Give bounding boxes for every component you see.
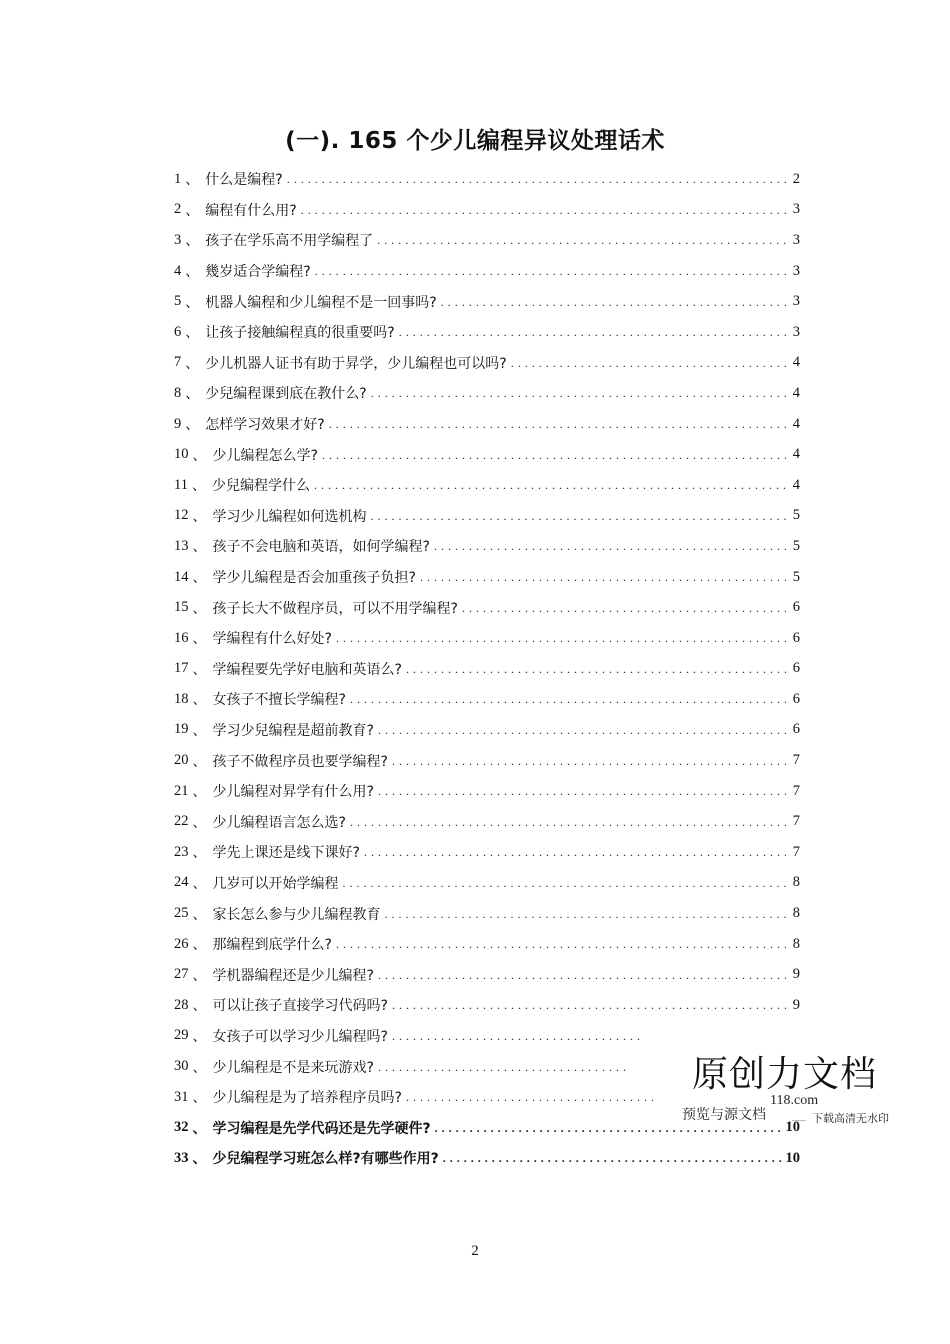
toc-entry[interactable] bbox=[174, 837, 800, 868]
toc-entry-page: 3 bbox=[792, 293, 800, 310]
toc-entry-separator: 、 bbox=[192, 906, 207, 923]
toc-entry[interactable] bbox=[174, 990, 800, 1021]
toc-entry-title: 少兒编程学习班怎么样?有哪些作用? bbox=[212, 1151, 439, 1168]
toc-entry-separator: 、 bbox=[192, 661, 207, 678]
toc-entry-separator: 、 bbox=[191, 478, 206, 495]
toc-entry-separator: 、 bbox=[192, 875, 207, 892]
toc-entry-title: 可以让孩子直接学习代码吗? bbox=[212, 998, 388, 1015]
toc-entry-number: 31 bbox=[174, 1088, 189, 1105]
toc-dot-leader bbox=[377, 234, 786, 246]
toc-entry-title: 学习少兒编程是超前教育? bbox=[212, 722, 374, 739]
toc-entry-separator: 、 bbox=[185, 202, 200, 219]
toc-entry-number: 29 bbox=[174, 1027, 189, 1044]
table-of-contents bbox=[174, 164, 800, 1174]
toc-dot-leader bbox=[315, 265, 786, 277]
toc-entry-page: 4 bbox=[792, 415, 800, 432]
toc-entry-page: 7 bbox=[792, 782, 800, 799]
toc-dot-leader bbox=[287, 173, 786, 185]
toc-entry[interactable] bbox=[174, 164, 800, 195]
toc-entry-number: 14 bbox=[174, 568, 189, 585]
toc-entry-page: 5 bbox=[792, 507, 800, 524]
toc-entry-number: 27 bbox=[174, 966, 189, 983]
toc-entry[interactable] bbox=[174, 898, 800, 929]
toc-entry[interactable] bbox=[174, 470, 800, 501]
toc-entry-page: 3 bbox=[792, 201, 800, 218]
toc-entry-page: 8 bbox=[792, 874, 800, 891]
watermark-arrow-icon bbox=[792, 1114, 806, 1121]
toc-dot-leader bbox=[392, 1030, 642, 1042]
toc-entry-number: 8 bbox=[174, 384, 182, 401]
toc-entry-separator: 、 bbox=[192, 753, 207, 770]
toc-dot-leader bbox=[378, 785, 786, 797]
toc-entry-page: 7 bbox=[792, 843, 800, 860]
toc-dot-leader bbox=[392, 999, 786, 1011]
toc-entry-separator: 、 bbox=[192, 1151, 207, 1168]
toc-entry[interactable] bbox=[174, 654, 800, 685]
toc-entry-title: 学编程要先学好电脑和英语么? bbox=[212, 661, 402, 678]
toc-entry-title: 女孩子不擅长学编程? bbox=[212, 692, 346, 709]
toc-entry-number: 28 bbox=[174, 996, 189, 1013]
toc-entry-page: 4 bbox=[792, 354, 800, 371]
toc-entry-title: 学先上课还是线下课好? bbox=[212, 845, 360, 862]
toc-entry-page: 9 bbox=[792, 996, 800, 1013]
toc-dot-leader bbox=[314, 479, 786, 491]
toc-entry-page: 5 bbox=[792, 568, 800, 585]
toc-entry-page: 5 bbox=[792, 537, 800, 554]
toc-entry-page: 8 bbox=[792, 935, 800, 952]
toc-entry-number: 24 bbox=[174, 874, 189, 891]
toc-entry[interactable] bbox=[174, 286, 800, 317]
toc-entry-separator: 、 bbox=[192, 1059, 207, 1076]
toc-entry[interactable] bbox=[174, 378, 800, 409]
toc-entry[interactable] bbox=[174, 776, 800, 807]
toc-entry-separator: 、 bbox=[192, 1028, 207, 1045]
toc-entry-page: 3 bbox=[792, 262, 800, 279]
toc-dot-leader bbox=[385, 908, 787, 920]
toc-dot-leader bbox=[443, 1152, 782, 1164]
toc-entry-separator: 、 bbox=[192, 722, 207, 739]
toc-entry-number: 7 bbox=[174, 354, 182, 371]
watermark-site: 118.com bbox=[770, 1093, 819, 1108]
toc-entry-page: 10 bbox=[785, 1149, 800, 1166]
toc-entry[interactable] bbox=[174, 1021, 694, 1052]
toc-dot-leader bbox=[336, 938, 786, 950]
toc-entry-number: 30 bbox=[174, 1058, 189, 1075]
toc-entry-separator: 、 bbox=[192, 631, 207, 648]
toc-entry-title: 学习少儿编程如何选机构 bbox=[212, 508, 367, 525]
toc-entry-separator: 、 bbox=[192, 998, 207, 1015]
toc-entry[interactable] bbox=[174, 409, 800, 440]
toc-dot-leader bbox=[350, 693, 786, 705]
toc-entry[interactable] bbox=[174, 868, 800, 899]
toc-dot-leader bbox=[378, 969, 786, 981]
toc-entry[interactable] bbox=[174, 1082, 694, 1113]
toc-dot-leader bbox=[434, 540, 786, 552]
toc-entry-separator: 、 bbox=[192, 967, 207, 984]
toc-entry[interactable] bbox=[174, 715, 800, 746]
toc-entry-separator: 、 bbox=[185, 417, 200, 434]
toc-entry-title: 少兒编程课到底在教什么? bbox=[205, 386, 367, 403]
toc-entry-number: 11 bbox=[174, 476, 188, 493]
toc-entry-number: 5 bbox=[174, 293, 182, 310]
toc-entry-number: 17 bbox=[174, 660, 189, 677]
toc-dot-leader bbox=[336, 632, 786, 644]
toc-entry-number: 23 bbox=[174, 843, 189, 860]
toc-entry[interactable] bbox=[174, 623, 800, 654]
toc-entry-page: 3 bbox=[792, 323, 800, 340]
toc-entry-title: 女孩子可以学习少儿编程吗? bbox=[212, 1028, 388, 1045]
toc-entry-separator: 、 bbox=[192, 1120, 207, 1137]
toc-dot-leader bbox=[343, 877, 787, 889]
toc-entry[interactable] bbox=[174, 1143, 800, 1174]
toc-entry-page: 6 bbox=[792, 660, 800, 677]
toc-entry-separator: 、 bbox=[185, 355, 200, 372]
toc-entry-separator: 、 bbox=[192, 447, 207, 464]
toc-entry-page: 9 bbox=[792, 966, 800, 983]
toc-entry-page: 4 bbox=[792, 476, 800, 493]
toc-entry-page: 3 bbox=[792, 231, 800, 248]
toc-dot-leader bbox=[406, 663, 786, 675]
toc-dot-leader bbox=[350, 816, 786, 828]
toc-entry-title: 孩子长大不做程序员，可以不用学编程? bbox=[212, 600, 458, 617]
toc-entry-separator: 、 bbox=[192, 570, 207, 587]
toc-entry-number: 33 bbox=[174, 1149, 189, 1166]
toc-entry-title: 少儿编程是不是来玩游戏? bbox=[212, 1059, 374, 1076]
toc-entry[interactable] bbox=[174, 592, 800, 623]
toc-entry-title: 机器人编程和少儿编程不是一回事吗? bbox=[205, 294, 437, 311]
toc-dot-leader bbox=[406, 1091, 656, 1103]
toc-entry-number: 32 bbox=[174, 1119, 189, 1136]
toc-dot-leader bbox=[301, 204, 786, 216]
toc-entry-number: 9 bbox=[174, 415, 182, 432]
toc-entry-number: 13 bbox=[174, 537, 189, 554]
toc-entry-page: 7 bbox=[792, 813, 800, 830]
toc-entry[interactable] bbox=[174, 348, 800, 379]
toc-entry-separator: 、 bbox=[185, 325, 200, 342]
toc-entry-number: 15 bbox=[174, 599, 189, 616]
toc-entry-title: 少儿编程对昇学有什么用? bbox=[212, 784, 374, 801]
toc-entry-title: 学机器编程还是少儿编程? bbox=[212, 967, 374, 984]
toc-entry-title: 几岁可以开始学编程 bbox=[212, 875, 339, 892]
toc-entry[interactable] bbox=[174, 1051, 694, 1082]
toc-entry-separator: 、 bbox=[185, 172, 200, 189]
toc-entry-title: 编程有什么用? bbox=[205, 202, 297, 219]
toc-entry[interactable] bbox=[174, 959, 800, 990]
watermark-download-text: 下载高清无水印 bbox=[812, 1112, 889, 1125]
toc-dot-leader bbox=[399, 326, 786, 338]
toc-entry[interactable] bbox=[174, 256, 800, 287]
toc-entry-page: 8 bbox=[792, 905, 800, 922]
toc-dot-leader bbox=[511, 357, 786, 369]
toc-entry-number: 1 bbox=[174, 170, 182, 187]
toc-entry[interactable] bbox=[174, 684, 800, 715]
page-number: 2 bbox=[471, 1243, 479, 1259]
toc-entry-title: 学编程有什么好处? bbox=[212, 631, 332, 648]
toc-dot-leader bbox=[329, 418, 786, 430]
toc-entry-page: 6 bbox=[792, 599, 800, 616]
toc-entry-title: 少儿机器人证书有助于昇学，少儿编程也可以吗? bbox=[205, 355, 507, 372]
toc-entry-separator: 、 bbox=[192, 814, 207, 831]
toc-entry-page: 4 bbox=[792, 384, 800, 401]
toc-dot-leader bbox=[378, 724, 786, 736]
toc-entry-title: 学习编程是先学代码还是先学硬件? bbox=[212, 1120, 431, 1137]
toc-entry-separator: 、 bbox=[192, 692, 207, 709]
toc-entry[interactable] bbox=[174, 562, 800, 593]
toc-entry-page: 7 bbox=[792, 752, 800, 769]
watermark-brand: 原创力文档 bbox=[692, 1054, 878, 1095]
toc-entry-title: 什么是编程? bbox=[205, 172, 283, 189]
toc-entry-separator: 、 bbox=[192, 508, 207, 525]
toc-entry-page: 2 bbox=[792, 170, 800, 187]
toc-entry-number: 19 bbox=[174, 721, 189, 738]
toc-dot-leader bbox=[392, 755, 786, 767]
toc-entry-title: 少儿编程怎么学? bbox=[212, 447, 318, 464]
toc-entry-separator: 、 bbox=[185, 294, 200, 311]
watermark bbox=[680, 1046, 910, 1126]
toc-entry-title: 少儿编程语言怎么选? bbox=[212, 814, 346, 831]
toc-entry-title: 孩子不会电脑和英语，如何学编程? bbox=[212, 539, 430, 556]
toc-dot-leader bbox=[371, 510, 787, 522]
toc-entry-separator: 、 bbox=[192, 845, 207, 862]
toc-entry[interactable] bbox=[174, 317, 800, 348]
toc-entry-number: 4 bbox=[174, 262, 182, 279]
toc-entry[interactable] bbox=[174, 929, 800, 960]
toc-entry-title: 少儿编程是为了培养程序员吗? bbox=[212, 1090, 402, 1107]
toc-entry-title: 少兒编程学什么 bbox=[211, 478, 310, 495]
toc-entry[interactable] bbox=[174, 745, 800, 776]
toc-dot-leader bbox=[371, 387, 786, 399]
toc-dot-leader bbox=[378, 1061, 628, 1073]
toc-entry-title: 孩子不做程序员也要学编程? bbox=[212, 753, 388, 770]
toc-entry-number: 21 bbox=[174, 782, 189, 799]
toc-entry-number: 22 bbox=[174, 813, 189, 830]
toc-entry-number: 12 bbox=[174, 507, 189, 524]
toc-entry-title: 那编程到底学什么? bbox=[212, 937, 332, 954]
toc-entry-number: 26 bbox=[174, 935, 189, 952]
toc-entry-title: 孩子在学乐高不用学编程了 bbox=[205, 233, 374, 250]
toc-entry-number: 3 bbox=[174, 231, 182, 248]
toc-dot-leader bbox=[462, 602, 786, 614]
toc-entry-number: 16 bbox=[174, 629, 189, 646]
toc-entry-number: 25 bbox=[174, 905, 189, 922]
toc-entry-title: 幾岁适合学编程? bbox=[205, 264, 311, 281]
toc-entry-number: 2 bbox=[174, 201, 182, 218]
toc-entry-separator: 、 bbox=[185, 264, 200, 281]
toc-entry-title: 怎样学习效果才好? bbox=[205, 417, 325, 434]
page-title: (一). 165 个少儿编程异议处理话术 bbox=[285, 128, 665, 154]
toc-dot-leader bbox=[441, 296, 786, 308]
toc-entry[interactable] bbox=[174, 806, 800, 837]
toc-entry-page: 10 bbox=[785, 1119, 800, 1136]
toc-entry-separator: 、 bbox=[192, 937, 207, 954]
toc-entry[interactable] bbox=[174, 501, 800, 532]
toc-entry-page: 6 bbox=[792, 629, 800, 646]
toc-dot-leader bbox=[322, 449, 786, 461]
toc-entry-separator: 、 bbox=[192, 784, 207, 801]
toc-dot-leader bbox=[420, 571, 786, 583]
toc-entry[interactable] bbox=[174, 531, 800, 562]
watermark-preview-text: 预览与源文档 bbox=[682, 1107, 766, 1123]
toc-entry-page: 4 bbox=[792, 446, 800, 463]
toc-entry-separator: 、 bbox=[192, 539, 207, 556]
toc-entry[interactable] bbox=[174, 439, 800, 470]
toc-entry[interactable] bbox=[174, 225, 800, 256]
toc-entry-number: 6 bbox=[174, 323, 182, 340]
toc-entry-separator: 、 bbox=[185, 233, 200, 250]
toc-entry-title: 家长怎么参与少儿编程教育 bbox=[212, 906, 381, 923]
toc-entry-separator: 、 bbox=[192, 600, 207, 617]
toc-entry[interactable] bbox=[174, 195, 800, 226]
toc-entry-number: 18 bbox=[174, 690, 189, 707]
toc-entry-number: 20 bbox=[174, 752, 189, 769]
toc-entry-title: 学少儿编程是否会加重孩子负担? bbox=[212, 570, 416, 587]
toc-entry-page: 6 bbox=[792, 690, 800, 707]
toc-entry-separator: 、 bbox=[185, 386, 200, 403]
toc-dot-leader bbox=[364, 846, 786, 858]
toc-entry-separator: 、 bbox=[192, 1090, 207, 1107]
toc-entry-title: 让孩子接触编程真的很重要吗? bbox=[205, 325, 395, 342]
toc-entry-number: 10 bbox=[174, 446, 189, 463]
toc-entry-page: 6 bbox=[792, 721, 800, 738]
